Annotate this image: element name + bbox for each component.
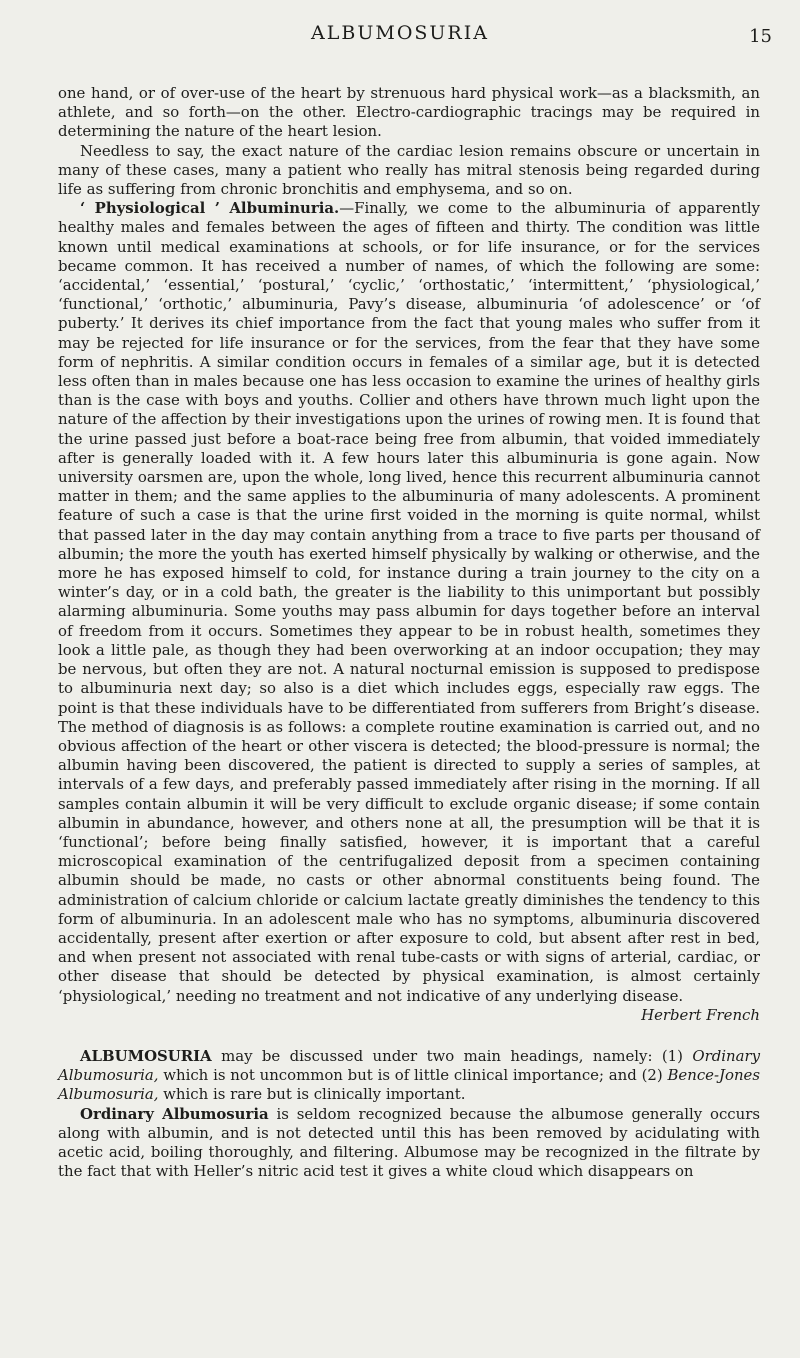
page-header [0, 14, 800, 54]
paragraph-ordinary-albumosuria [58, 1105, 760, 1182]
page-body [58, 84, 760, 1181]
paragraph-physiological-text: —Finally, we come to the albuminuria of apparently healthy males and females between the ages of fifteen and thirty. The condition was little known until medical examinations at schools, or for life insurance, or for the services became common. It has received a number of names, of which the following are some: ‘accidental,’ ‘essential,’ ‘postural,’ ‘cyclic,’ ‘orthostatic,’ ‘intermittent,’ ‘physiological,’ ‘functional,’ ‘orthotic,’ albuminuria, Pavy’s disease, albuminuria ‘of adolescence’ or ‘of puberty.’ It derives its chief importance from the fact that young males who suffer from it may be rejected for life insurance or for the services, from the fear that they have some form of nephritis. A similar condition occurs in females of a similar age, but it is detected less often than in males because one has less occasion to examine the urines of healthy girls than is the case with boys and youths. Collier and others have thrown much light upon the nature of the affection by their investigations upon the urines of rowing men. It is found that the urine passed just before a boat-race being free from albumin, that voided immediately after is generally loaded with it. A few hours later this albuminuria is gone again. Now university oarsmen are, upon the whole, long lived, hence this recurrent albuminuria cannot matter in them; and the same applies to the albuminuria of many adolescents. A prominent feature of such a case is that the urine first voided in the morning is quite normal, whilst that passed later in the day may contain anything from a trace to five parts per thousand of albumin; the more the youth has exerted himself physically by walking or otherwise, and the more he has exposed himself to cold, for instance during a train journey to the city on a winter’s day, or in a cold bath, the greater is the liability to this unimportant but possibly alarming albuminuria. Some youths may pass albumin for days together before an interval of freedom from it occurs. Sometimes they appear to be in robust health, sometimes they look a little pale, as though they had been overworking at an indoor occupation; they may be nervous, but often they are not. A natural nocturnal emission is supposed to predispose to albuminuria next day; so also is a diet which includes eggs, especially raw eggs. The point is that these individuals have to be differentiated from sufferers from Bright’s disease. The method of diagnosis is as follows: a complete routine examination is carried out, and no obvious affection of the heart or other viscera is detected; the blood-pressure is normal; the albumin having been discovered, the patient is directed to supply a series of samples, at intervals of a few days, and preferably passed immediately after rising in the morning. If all samples contain albumin it will be very difficult to exclude organic disease; if some contain albumin in abundance, however, and others none at all, the presumption will be that it is ‘functional’; before being finally satisfied, however, it is important that a careful microscopical examination of the centrifugalized deposit from a specimen containing albumin should be made, no casts or other abnormal constituents being found. The administration of calcium chloride or calcium lactate greatly diminishes the tendency to this form of albuminuria. In an adolescent male who has no symptoms, albuminuria discovered accidentally, present after exertion or after exposure to cold, but absent after rest in bed, and when present not associated with renal tube-casts or with signs of arterial, cardiac, or other disease that should be detected by physical examination, is almost certainly ‘physiological,’ needing no treatment and not indicative of any underlying disease. [58, 199, 760, 1005]
intro-text-c: which is rare but is clinically important. [158, 1085, 466, 1104]
section-heading-ordinary: Ordinary Albumosuria [80, 1104, 269, 1123]
section-heading-physiological: ‘ Physiological ’ Albuminuria. [80, 199, 340, 218]
intro-bence-jones: Bence-Jones Albumosuria, [58, 1066, 760, 1104]
paragraph-albumosuria-intro [58, 1047, 760, 1105]
article-title: ALBUMOSURIA [80, 1046, 212, 1065]
page-number: 15 [749, 26, 772, 47]
author-signature: Herbert French [641, 1005, 760, 1024]
running-head: ALBUMOSURIA [311, 22, 489, 44]
paragraph-physiological-albuminuria [58, 199, 760, 1006]
intro-text-a: may be discussed under two main headings, namely: (1) [211, 1046, 693, 1065]
paragraph-needless: Needless to say, the exact nature of the cardiac lesion remains obscure or uncertain in many of these cases, many a patient who really has mitral stenosis being regarded during life as suffering from chronic bronchitis and emphysema, and so on. [58, 141, 760, 199]
intro-ordinary: Ordinary Albumosuria, [58, 1046, 760, 1085]
section-gap [58, 1025, 760, 1047]
intro-text-b: which is not uncommon but is of little clinical importance; and (2) [158, 1066, 668, 1085]
paragraph-continuation: one hand, or of over-use of the heart by strenuous hard physical work—as a blacksmith, an athlete, and so forth—on the other. Electro-cardiographic tracings may be required in determining the nature of the heart lesion. [58, 84, 760, 141]
paragraph-ordinary-text: is seldom recognized because the albumose generally occurs along with albumin, and is not detected until this has been removed by acidulating with acetic acid, boiling thoroughly, and filtering. Albumose may be recognized in the filtrate by the fact that with Heller’s nitric acid test it gives a white cloud which disappears on [58, 1104, 760, 1181]
